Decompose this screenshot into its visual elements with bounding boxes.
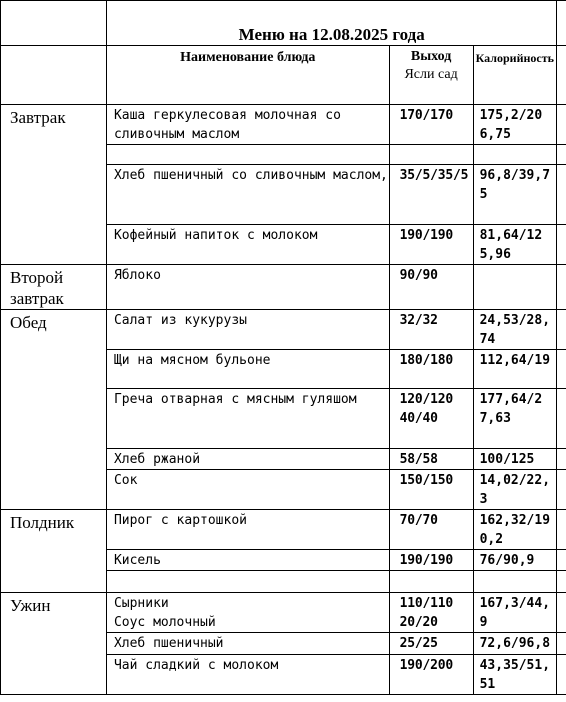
dish-output: 190/190 — [389, 225, 473, 265]
dish-calories: 14,02/22,3 — [473, 470, 557, 510]
dish-calories: 167,3/44,9 — [473, 593, 557, 633]
column-header-calories: Калорийность — [473, 46, 557, 105]
dish-name: Кофейный напиток с молоком — [106, 225, 389, 265]
dish-output: 150/150 — [389, 470, 473, 510]
table-row — [1, 593, 566, 633]
table-row — [1, 105, 566, 145]
meal-breakfast: Завтрак — [1, 105, 107, 265]
table-row — [1, 510, 566, 550]
column-header-name: Наименование блюда — [106, 46, 389, 105]
table-row — [1, 265, 566, 310]
meal-dinner: Ужин — [1, 593, 107, 695]
meal-snack: Полдник — [1, 510, 107, 593]
dish-output — [389, 145, 473, 165]
table-row — [1, 310, 566, 350]
dish-calories: 24,53/28,74 — [473, 310, 557, 350]
dish-name: Салат из кукурузы — [106, 310, 389, 350]
dish-calories: 175,2/206,75 — [473, 105, 557, 145]
column-header-output-sub: Ясли сад — [404, 67, 458, 82]
dish-calories — [473, 571, 557, 593]
dish-output — [389, 571, 473, 593]
empty-cell — [557, 1, 566, 46]
dish-name: Хлеб ржаной — [106, 449, 389, 470]
dish-name: Пирог с картошкой — [106, 510, 389, 550]
dish-calories — [473, 145, 557, 165]
dish-calories: 100/125 — [473, 449, 557, 470]
dish-name: Щи на мясном бульоне — [106, 350, 389, 389]
dish-name — [106, 571, 389, 593]
empty-cell — [557, 46, 566, 105]
dish-output: 190/190 — [389, 550, 473, 571]
dish-name: Каша геркулесовая молочная со сливочным маслом — [106, 105, 389, 145]
dish-calories: 72,6/96,8 — [473, 633, 557, 655]
meal-second-breakfast: Второй завтрак — [1, 265, 107, 310]
dish-name: Яблоко — [106, 265, 389, 310]
dish-calories: 76/90,9 — [473, 550, 557, 571]
dish-calories — [473, 265, 557, 310]
empty-cell — [1, 1, 107, 46]
dish-output: 25/25 — [389, 633, 473, 655]
dish-name: Чай сладкий с молоком — [106, 655, 389, 695]
dish-calories: 96,8/39,75 — [473, 165, 557, 225]
dish-name: Хлеб пшеничный со сливочным маслом, — [106, 165, 389, 225]
dish-name: Сырники Соус молочный — [106, 593, 389, 633]
dish-calories: 112,64/19 — [473, 350, 557, 389]
title-row — [1, 1, 566, 46]
dish-name: Сок — [106, 470, 389, 510]
dish-name: Греча отварная с мясным гуляшом — [106, 389, 389, 449]
dish-output: 90/90 — [389, 265, 473, 310]
page-title: Меню на 12.08.2025 года — [106, 1, 557, 46]
dish-output: 120/120 40/40 — [389, 389, 473, 449]
dish-output: 180/180 — [389, 350, 473, 389]
dish-calories: 177,64/27,63 — [473, 389, 557, 449]
dish-output: 32/32 — [389, 310, 473, 350]
dish-name: Кисель — [106, 550, 389, 571]
dish-name: Хлеб пшеничный — [106, 633, 389, 655]
dish-output: 35/5/35/5 — [389, 165, 473, 225]
dish-calories: 81,64/125,96 — [473, 225, 557, 265]
meal-lunch: Обед — [1, 310, 107, 510]
dish-output: 190/200 — [389, 655, 473, 695]
dish-calories: 43,35/51,51 — [473, 655, 557, 695]
column-header-output — [389, 46, 473, 105]
dish-output: 70/70 — [389, 510, 473, 550]
column-header-output-label: Выход — [410, 49, 452, 64]
dish-output: 58/58 — [389, 449, 473, 470]
empty-cell — [1, 46, 107, 105]
dish-output: 110/110 20/20 — [389, 593, 473, 633]
dish-calories: 162,32/190,2 — [473, 510, 557, 550]
header-row — [1, 46, 566, 105]
dish-output: 170/170 — [389, 105, 473, 145]
dish-name — [106, 145, 389, 165]
